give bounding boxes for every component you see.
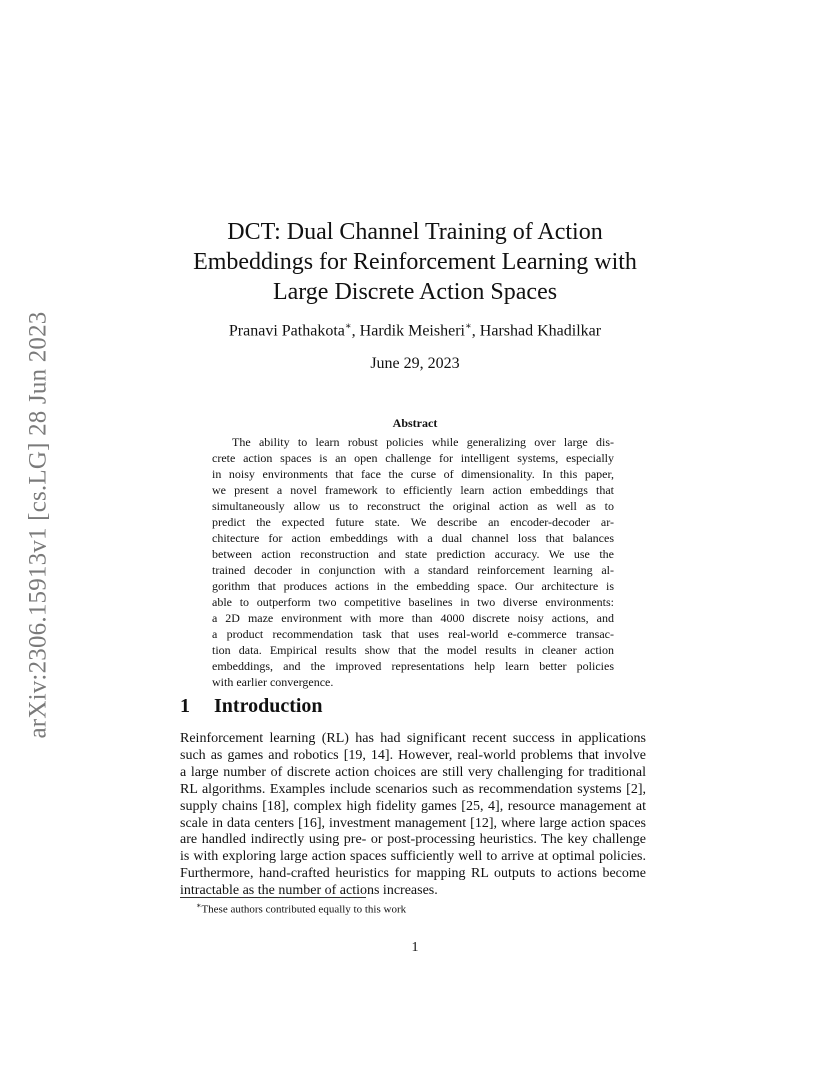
author-name: Pranavi Pathakota — [228, 322, 345, 340]
abstract-body — [212, 434, 614, 690]
abstract-line: trained decoder in conjunction with a standard reinforcement learning al- — [212, 563, 614, 577]
abstract-line: between action reconstruction and state prediction accuracy. We use the — [212, 547, 614, 561]
title-line: Embeddings for Reinforcement Learning with — [193, 249, 637, 275]
intro-line: intractable as the number of actions increases. — [180, 883, 438, 899]
abstract-line: embeddings, and the improved representations help learn better policies — [212, 659, 614, 673]
abstract-heading: Abstract — [392, 416, 438, 430]
intro-line: scale in data centers [16], investment management [12], where large action spaces — [180, 815, 646, 831]
intro-line: is with exploring large action spaces sufficiently well to arrive at optimal policies. — [180, 849, 646, 865]
author-list: Pranavi Pathakota∗, Hardik Meisheri∗, Harshad Khadilkar — [228, 321, 602, 340]
intro-line: such as games and robotics [19, 14]. However, real-world problems that involve — [180, 747, 646, 763]
abstract-line: in noisy environments that face the curse of dimensionality. In this paper, — [212, 467, 614, 481]
author-footnote-mark: ∗ — [344, 321, 352, 332]
footnote-mark: ∗ — [196, 901, 202, 910]
abstract-line: crete action spaces is an open challenge for intelligent systems, especially — [212, 451, 614, 465]
footnote-text: These authors contributed equally to this work — [201, 903, 407, 916]
abstract-line: The ability to learn robust policies while generalizing over large dis- — [232, 435, 614, 449]
intro-line: Reinforcement learning (RL) has had significant recent success in applications — [180, 731, 646, 746]
abstract-line: we present a novel framework to efficiently learn action embeddings that — [212, 483, 614, 497]
title-line: DCT: Dual Channel Training of Action — [227, 219, 603, 245]
footnote-divider — [180, 897, 366, 898]
abstract-line: simultaneously allow us to reconstruct the original action as well as to — [212, 499, 614, 513]
intro-line: are handled indirectly using pre- or post-processing heuristics. The key challenge — [180, 832, 646, 848]
arxiv-identifier-stamp — [18, 290, 58, 760]
intro-line: Furthermore, hand-crafted heuristics for mapping RL outputs to actions become — [180, 866, 646, 882]
section-title: Introduction — [214, 695, 323, 717]
author-footnote-mark: ∗ — [464, 321, 472, 332]
section-number: 1 — [180, 695, 190, 717]
introduction-paragraph — [180, 731, 646, 900]
abstract-line: gorithm that produces actions in the embedding space. Our architecture is — [212, 579, 614, 593]
abstract-line: chitecture for action embeddings with a dual channel loss that balances — [212, 531, 614, 545]
abstract-line: predict the expected future state. We describe an encoder-decoder ar- — [212, 515, 614, 529]
arxiv-stamp-text: arXiv:2306.15913v1 [cs.LG] 28 Jun 2023 — [24, 311, 51, 739]
paper-title — [150, 217, 680, 307]
abstract-line: a product recommendation task that uses real-world e-commerce transac- — [212, 627, 614, 641]
publication-date: June 29, 2023 — [370, 355, 460, 372]
abstract-line: able to outperform two competitive baselines in two diverse environments: — [212, 595, 614, 609]
abstract-line: with earlier convergence. — [212, 675, 334, 689]
intro-line: a large number of discrete action choices are still very challenging for traditional — [180, 764, 646, 780]
section-heading — [180, 695, 323, 718]
intro-line: RL algorithms. Examples include scenarios such as recommendation systems [2], — [180, 781, 646, 797]
author-name: Hardik Meisheri — [359, 322, 465, 340]
footnote — [196, 901, 406, 916]
author-name: Harshad Khadilkar — [479, 322, 602, 340]
intro-line: supply chains [18], complex high fidelity games [25, 4], resource management at — [180, 798, 646, 814]
title-line: Large Discrete Action Spaces — [272, 279, 558, 305]
abstract-line: tion data. Empirical results show that the model results in cleaner action — [212, 643, 614, 657]
abstract-line: a 2D maze environment with more than 4000 discrete noisy actions, and — [212, 611, 614, 625]
page-number: 1 — [411, 940, 419, 955]
